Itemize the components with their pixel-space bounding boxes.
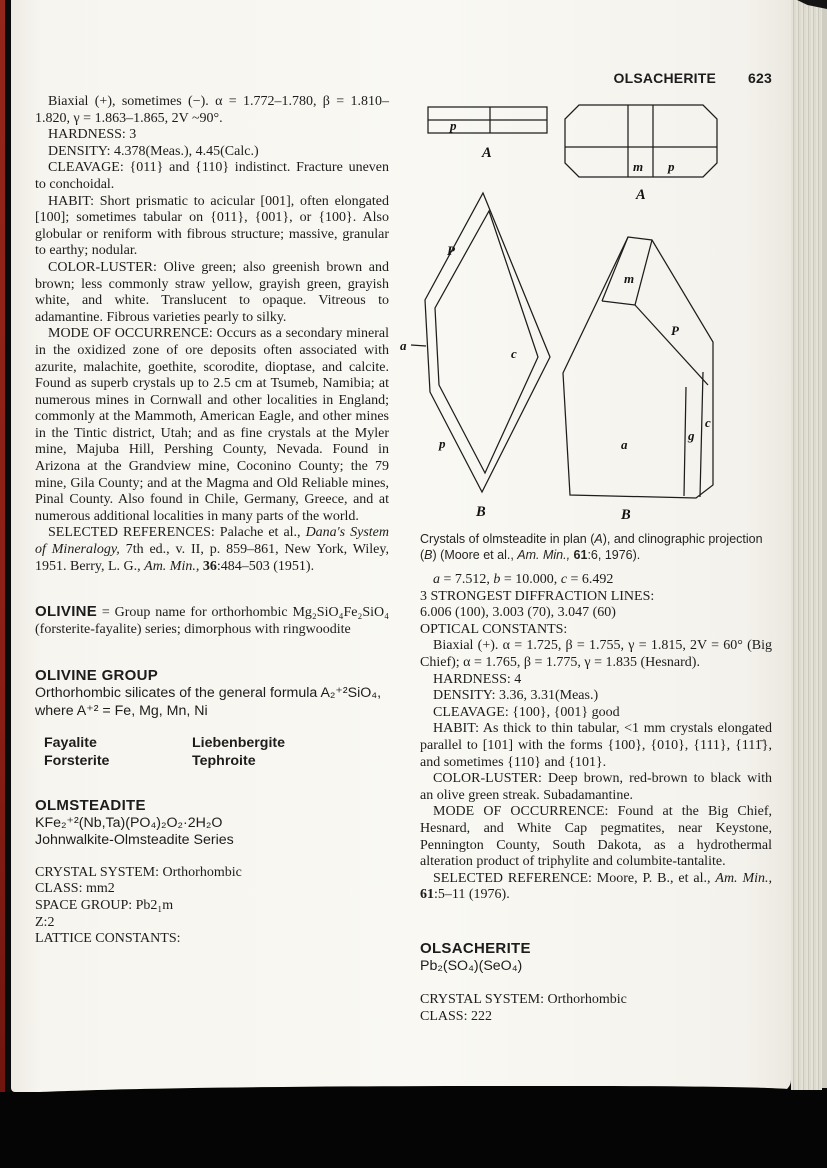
view-label-a: A [482, 145, 492, 161]
entry-title-olivine: OLIVINE [35, 603, 98, 621]
olmsteadite-data-block [420, 572, 772, 904]
olivine-definition [35, 603, 389, 638]
entry-olivine [35, 603, 389, 638]
face-label-c: c [705, 415, 711, 430]
z-line: Z:2 [35, 914, 55, 930]
diffraction-values: 6.006 (100), 3.003 (70), 3.047 (60) [420, 605, 616, 621]
crystal-system-line: CRYSTAL SYSTEM: Orthorhombic [35, 864, 242, 880]
entry-olsacherite [420, 940, 772, 1026]
face-label-p: p [439, 436, 446, 451]
olmsteadite-properties [35, 865, 389, 948]
face-label-a: a [621, 437, 628, 452]
class-line: CLASS: 222 [420, 1008, 492, 1024]
olmsteadite-series: Johnwalkite-Olmsteadite Series [35, 832, 234, 849]
page-edges-stack [791, 0, 822, 1090]
entry-title-olivine-group: OLIVINE GROUP [35, 667, 159, 685]
g-face-edge [684, 387, 686, 496]
face-label-m: m [633, 159, 644, 174]
view-label-b: B [476, 504, 486, 520]
olivine-definition-text: = Group name for orthorhombic Mg₂SiO₄Fe₂SiO₄ (forsterite-fayalite) series; dimorphous with ringwoodite [35, 605, 389, 637]
entry-title-olsacherite: OLSACHERITE [420, 939, 531, 957]
m-face-right-edge [635, 240, 652, 305]
occurrence-paragraph: MODE OF OCCURRENCE: Found at the Big Chief, Hesnard, and White Cap pegmatites, near Keystone, Pennington County, South Dakota, as a hydrothermal alteration product of triphylite and columbite-tantalite. [420, 804, 772, 870]
figure-clinographic-right [563, 237, 713, 520]
entry-title-olmsteadite: OLMSTEADITE [35, 797, 146, 815]
m-face-left-edge [602, 237, 628, 301]
crystal-figure [395, 95, 775, 520]
member-forsterite: Forsterite [44, 752, 110, 769]
running-header-title: OLSACHERITE [613, 70, 717, 86]
view-label-a: A [636, 187, 646, 203]
right-column [400, 95, 773, 1025]
book-page [11, 0, 791, 1092]
face-label-a: a [400, 338, 407, 353]
occurrence-paragraph: MODE OF OCCURRENCE: Occurs as a secondary mineral in the oxidized zone of ore deposits often associated with azurite, malachite, goethite, scorodite, dioptase, and calcite. Found as superb crystals up to 2.5 cm at Tsumeb, Namibia; at numerous mines in Cornwall and other localities in England; commonly at the Mammoth, American Eagle, and other mines in the Tintic district, Utah; and as fine crystals at the Myler mine, Majuba Hill, Pershing County, Nevada. Found in Arizona at the Grandview mine, Coconino County; the 79 mine, Gila County; and at the Magma and Old Reliable mines, Pinal County. Also found in Chile, Germany, Greece, and at numerous additional localities in many parts of the world. [35, 326, 389, 524]
view-label-b: B [621, 507, 631, 520]
face-label-P: P [447, 243, 455, 258]
olsacherite-properties [420, 992, 772, 1025]
entry-olivine-group [35, 667, 389, 770]
density-line: DENSITY: 3.36, 3.31(Meas.) [433, 688, 599, 704]
p-a-divider [635, 305, 708, 385]
habit-paragraph: HABIT: Short prismatic to acicular [001], often elongated [100]; sometimes tabular on {011}, {001}, or {100}. Also globular or reniform with fibrous structure; massive, granular to earthy; nodular. [35, 193, 389, 259]
clino-right-outline [563, 237, 713, 498]
member-fayalite: Fayalite [44, 735, 97, 752]
hardness-line: HARDNESS: 3 [48, 127, 137, 143]
olsacherite-formula: Pb₂(SO₄)(SeO₄) [420, 957, 523, 974]
page-edges-outer [822, 0, 827, 1088]
page-number: 623 [748, 70, 772, 86]
entry-olmsteadite [35, 797, 389, 948]
photo-background-bottom [0, 1092, 827, 1168]
density-line: DENSITY: 4.378(Meas.), 4.45(Calc.) [48, 143, 259, 159]
habit-paragraph: HABIT: As thick to thin tabular, <1 mm crystals elongated parallel to [101] with the forms {100}, {010}, {111}, {111̄}, and sometimes {110} and {101}. [420, 721, 772, 770]
figure-clinographic-left [400, 193, 550, 520]
optical-constants-paragraph: Biaxial (+). α = 1.725, β = 1.755, γ = 1.815, 2V = 60° (Big Chief); α = 1.765, β = 1.775, γ = 1.835 (Hesnard). [420, 638, 772, 670]
face-label-p: p [450, 118, 457, 133]
optics-paragraph: Biaxial (+), sometimes (−). α = 1.772–1.780, β = 1.810–1.820, γ = 1.863–1.865, 2V ~90°. [35, 94, 389, 126]
crystal-system-line: CRYSTAL SYSTEM: Orthorhombic [420, 992, 627, 1008]
c-face-edge [700, 372, 703, 497]
lattice-constants-label: LATTICE CONSTANTS: [35, 931, 181, 947]
figure-plan-view-left [428, 107, 547, 161]
optical-constants-label: OPTICAL CONSTANTS: [420, 621, 568, 637]
color-luster-paragraph: COLOR-LUSTER: Olive green; also greenish brown and brown; less commonly straw yellow, grayish green, grayish white, and white. Translucent to opaque. Vitreous to adamantine. Fibrous varieties pearly to silky. [35, 259, 389, 325]
running-header [420, 70, 772, 86]
hardness-line: HARDNESS: 4 [433, 671, 522, 687]
figure-caption: Crystals of olmsteadite in plan (A), and clinographic projection (B) (Moore et al., Am. Min., 61:6, 1976). [420, 532, 763, 562]
reference-paragraph: SELECTED REFERENCE: Moore, P. B., et al., Am. Min., 61:5–11 (1976). [420, 870, 773, 903]
lattice-constants-line: a = 7.512, b = 10.000, c = 6.492 [433, 572, 614, 587]
color-luster-paragraph: COLOR-LUSTER: Deep brown, red-brown to black with an olive green streak. Subadamantine. [420, 771, 772, 803]
member-liebenbergite: Liebenbergite [192, 735, 286, 752]
diffraction-label: 3 STRONGEST DIFFRACTION LINES: [420, 588, 655, 604]
references-paragraph: SELECTED REFERENCES: Palache et al., Dana's System of Mineralogy, 7th ed., v. II, p. 859–861, New York, Wiley, 1951. Berry, L. G., Am. Min., 36:484–503 (1951). [35, 525, 389, 574]
figure-plan-view-right [565, 105, 717, 203]
member-tephroite: Tephroite [192, 752, 256, 769]
left-column [35, 94, 389, 948]
cleavage-paragraph: CLEAVAGE: {011} and {110} indistinct. Fracture uneven to conchoidal. [35, 160, 389, 192]
olmsteadite-formula: KFe₂⁺²(Nb,Ta)(PO₄)₂O₂·2H₂O [35, 815, 223, 832]
face-label-m: m [624, 271, 635, 286]
face-label-c: c [511, 346, 517, 361]
face-label-p: p [668, 159, 675, 174]
cleavage-line: CLEAVAGE: {100}, {001} good [433, 704, 620, 720]
olivine-group-description: Orthorhombic silicates of the general formula A₂⁺²SiO₄, where A⁺² = Fe, Mg, Mn, Ni [35, 685, 382, 719]
space-group-line: SPACE GROUP: Pb2₁m [35, 898, 174, 914]
m-face-bottom-edge [602, 301, 635, 305]
class-line: CLASS: mm2 [35, 881, 115, 897]
a-pointer-line [411, 345, 426, 346]
olivine-group-members [44, 735, 389, 770]
face-label-P: P [671, 323, 679, 338]
face-label-g: g [688, 428, 695, 443]
